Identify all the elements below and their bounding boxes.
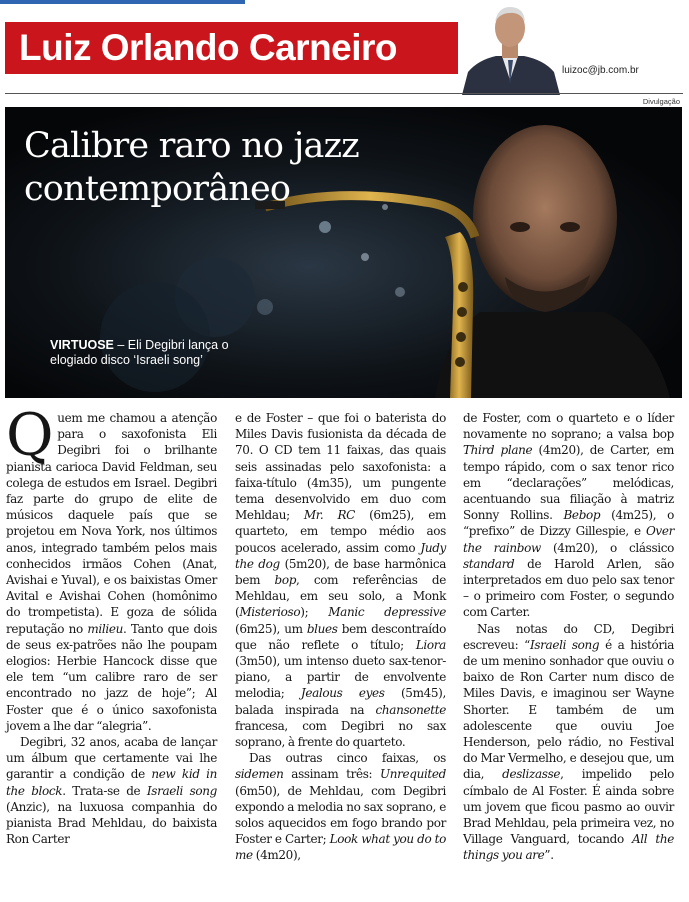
italic-run: Bebop	[563, 508, 601, 523]
italic-run: Unrequited	[379, 767, 446, 782]
text-run: ”.	[544, 848, 554, 863]
text-run: , impelido pelo címbalo de Al Foster. É ainda sobre um jovem que ficou pasmo ao ouvir Brad Mehldau, pela primeira vez, no Village Vanguard, tocando	[463, 767, 674, 847]
italic-run: bop	[274, 573, 297, 588]
text-run: . Tanto que dois de seus ex-patrões não lhe poupam elogios: Herbie Hancock disse que ele tem “um calibre raro de ser encontrado no jazz de hoje”; Al Foster que é o único saxofonista jovem a lhe dar “alegria”.	[6, 621, 218, 733]
headline-line-1: Calibre raro no jazz	[24, 126, 359, 166]
text-run: (4m20), o clássico	[540, 540, 674, 555]
italic-run: Judy the dog	[235, 540, 446, 571]
italic-run: Misterioso	[239, 605, 301, 620]
columnist-email[interactable]: luizoc@jb.com.br	[562, 65, 639, 76]
italic-run: Mr. RC	[303, 508, 355, 523]
italic-run: blues	[306, 621, 338, 636]
caption-text: – Eli Degibri lança o elogiado disco ‘Israeli song’	[50, 338, 229, 367]
text-run: Degibri, 32 anos, acaba de lançar um álbum que certamente vai lhe garantir a condição de	[6, 735, 217, 782]
text-run: (4m25), o “prefixo” de Dizzy Gillespie, e	[463, 508, 674, 539]
columnist-name-bar: Luiz Orlando Carneiro	[5, 22, 461, 74]
paragraph	[463, 621, 674, 864]
italic-run: Look what you do to me	[235, 832, 446, 863]
italic-run: new kid in the block	[6, 767, 217, 798]
paragraph	[6, 734, 217, 847]
italic-run: Liora	[415, 637, 446, 652]
italic-run: deslizasse	[502, 767, 561, 782]
text-run: uem me chamou a atenção para o saxofonista Eli Degibri foi o brilhante pianista carioca David Feldman, seu colega de estudos em Israel. Degibri faz parte do grupo de elite de músicos daquele país que se projetou em Nova York, nos últimos anos, integrado também pelos mais conhecidos irmãos Cohen (Anat, Avishai e Yuval), e os baixistas Omer Avital e Avishai Cohen (homônimo do trompetista). E goza de sólida reputação no	[6, 411, 217, 636]
italic-run: Jealous eyes	[300, 686, 385, 701]
text-run: de Harold Arlen, são interpretados em duo pelo sax tenor – o primeiro com Foster, o segundo com Carter.	[463, 556, 674, 620]
text-run: (Anzic), na luxuosa companhia do pianista Brad Mehldau, do baixista Ron Carter	[6, 799, 217, 847]
paragraph	[6, 401, 218, 734]
photo-caption	[50, 338, 240, 368]
text-run: e de Foster – que foi o baterista do Miles Davis fusionista da década de 70. O CD tem 11 faixas, das quais seis assinadas pelo saxofonista: a faixa-título (4m35), um pungente tema desenvolvido em duo com Mehldau;	[235, 411, 446, 523]
text-run: francesa, com Degibri no sax soprano, à frente do quarteto.	[235, 718, 446, 750]
text-run: , com referências de Mehldau, em seu solo, a Monk (	[235, 573, 446, 620]
italic-run: Third plane	[463, 443, 533, 458]
caption-label: VIRTUOSE	[50, 338, 114, 352]
italic-run: Israeli song	[146, 783, 217, 798]
italic-run: Over the rainbow	[463, 524, 674, 555]
italic-run: All the things you are	[463, 832, 674, 863]
italic-run: standard	[463, 556, 515, 571]
text-run: Das outras cinco faixas, os	[249, 751, 446, 766]
article-column-2	[235, 410, 446, 864]
drop-cap: Q	[6, 401, 54, 469]
paragraph	[463, 410, 674, 621]
italic-run: chansonette	[375, 702, 446, 717]
text-run: (5m45), balada inspirada na	[235, 686, 446, 717]
text-run: . Trata-se de	[62, 783, 147, 798]
italic-run: sidemen	[235, 767, 284, 782]
text-run: bem descontraído que não reflete o título;	[235, 621, 446, 652]
columnist-portrait	[458, 2, 562, 95]
text-run: (6m25), em quarteto, em tempo médio aos poucos acelerado, assim como	[235, 508, 446, 555]
headline	[24, 125, 384, 211]
italic-run: Israeli song	[529, 637, 600, 652]
text-run: (6m25), um	[235, 621, 307, 636]
text-run: (5m20), de base harmônica bem	[235, 556, 446, 588]
photo-credit: Divulgação	[642, 97, 680, 106]
article-column-3	[463, 410, 674, 864]
text-run: (3m50), um intenso dueto sax-tenor-piano, a partir de envolvente melodia;	[235, 654, 446, 701]
text-run: (4m20), de Carter, em tempo rápido, com o sax tenor rico em “declarações” melódicas, acentuando sua filiação à matriz Sonny Rollins.	[463, 443, 674, 523]
paragraph	[235, 410, 446, 750]
text-run: (6m50), de Mehldau, com Degibri expondo a melodia no sax soprano, e solos aquecidos em fogo brando por Foster e Carter;	[235, 783, 446, 847]
top-accent-line	[0, 0, 245, 4]
headline-line-2: contemporâneo	[24, 169, 291, 209]
text-run: Nas notas do CD, Degibri escreveu: “	[463, 621, 674, 652]
text-run: (4m20),	[252, 848, 301, 863]
italic-run: milieu	[87, 621, 123, 636]
paragraph	[235, 750, 446, 863]
text-run: );	[300, 605, 329, 620]
text-run: de Foster, com o quarteto e o líder novamente no soprano; a valsa bop	[463, 411, 674, 442]
header-divider	[5, 93, 683, 94]
text-run: é a história de um menino sonhador que ouviu o baixo de Ron Carter num disco de Miles Davis, e imaginou ser Wayne Shorter. E também de um adolescente que ouviu Joe Henderson, pelo rádio, no Festival do Mar Vermelho, e desejou que, um dia,	[463, 637, 674, 782]
text-run: assinam três:	[283, 767, 380, 782]
article-column-1	[6, 401, 218, 847]
italic-run: Manic depressive	[328, 605, 446, 620]
